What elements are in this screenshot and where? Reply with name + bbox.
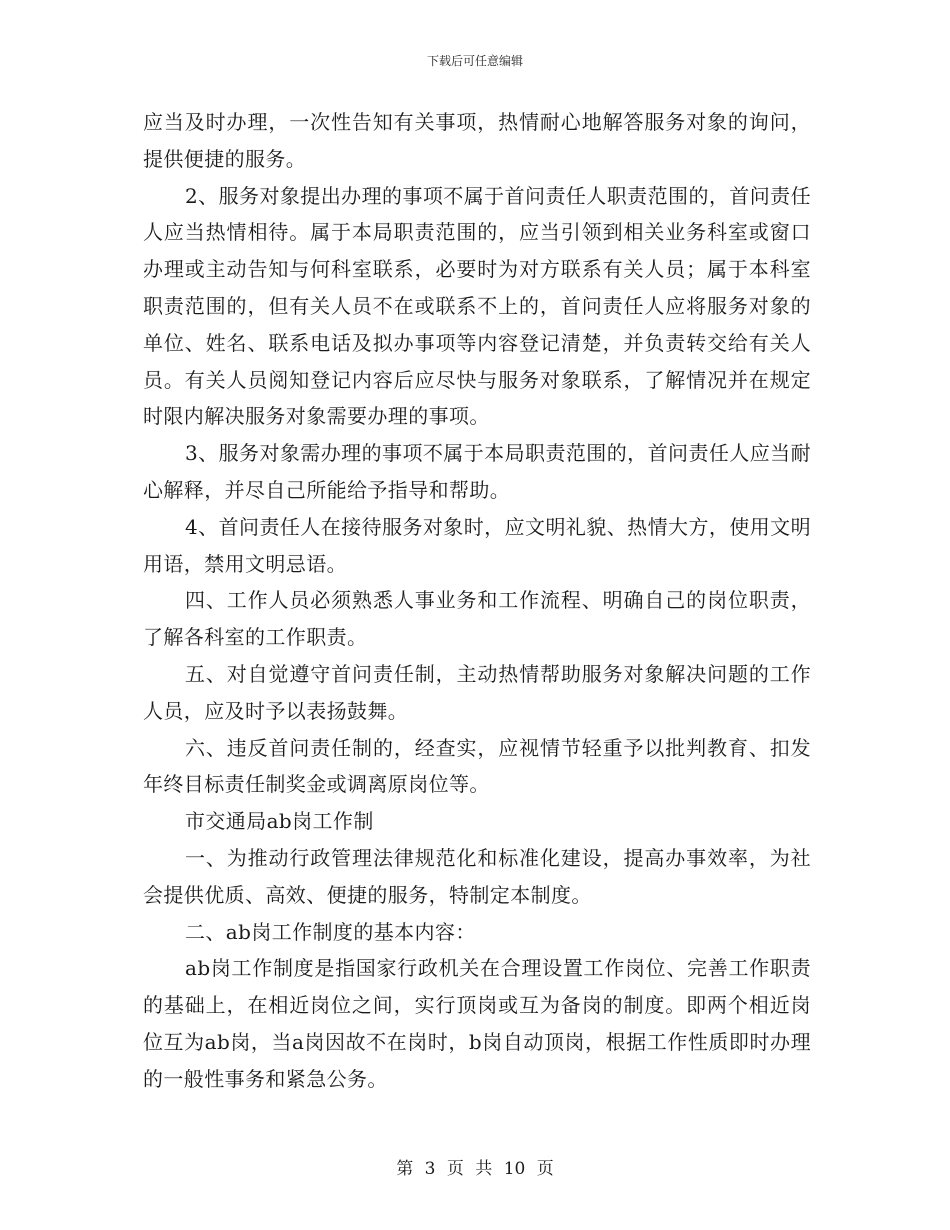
paragraph: 3、服务对象需办理的事项不属于本局职责范围的，首问责任人应当耐心解释，并尽自己所能给予指导和帮助。 [143, 441, 811, 502]
paragraph: 五、对自觉遵守首问责任制，主动热情帮助服务对象解决问题的工作人员，应及时予以表扬鼓舞。 [143, 661, 811, 723]
section-title: 市交通局ab岗工作制 [185, 809, 374, 834]
paragraph: 四、工作人员必须熟悉人事业务和工作流程、明确自己的岗位职责，了解各科室的工作职责。 [143, 588, 811, 650]
paragraph: 一、为推动行政管理法律规范化和标准化建设，提高办事效率，为社会提供优质、高效、便捷的服务，特制定本制度。 [143, 845, 811, 907]
paragraph: 应当及时办理，一次性告知有关事项，热情耐心地解答服务对象的询问，提供便捷的服务。 [143, 110, 811, 171]
paragraph: 六、违反首问责任制的，经查实，应视情节轻重予以批判教育、扣发年终目标责任制奖金或调离原岗位等。 [143, 735, 811, 797]
page-number: 第 3 页 共 10 页 [396, 1159, 554, 1179]
paragraph: ab岗工作制度是指国家行政机关在合理设置工作岗位、完善工作职责的基础上，在相近岗位之间，实行顶岗或互为备岗的制度。即两个相近岗位互为ab岗，当a岗因故不在岗时，b岗自动顶岗，根据工作性质即时办理的一般性事务和紧急公务。 [143, 956, 811, 1091]
document-body [143, 104, 811, 1098]
paragraph: 4、首问责任人在接待服务对象时，应文明礼貌、热情大方，使用文明用语，禁用文明忌语。 [143, 514, 811, 576]
paragraph: 二、ab岗工作制度的基本内容： [185, 919, 476, 944]
paragraph: 2、服务对象提出办理的事项不属于首问责任人职责范围的，首问责任人应当热情相待。属于本局职责范围的，应当引领到相关业务科室或窗口办理或主动告知与何科室联系，必要时为对方联系有关人员；属于本科室职责范围的，但有关人员不在或联系不上的，首问责任人应将服务对象的单位、姓名、联系电话及拟办事项等内容登记清楚，并负责转交给有关人员。有关人员阅知登记内容后应尽快与服务对象联系，了解情况并在规定时限内解决服务对象需要办理的事项。 [143, 183, 811, 429]
page-header-note: 下载后可任意编辑 [426, 54, 523, 68]
